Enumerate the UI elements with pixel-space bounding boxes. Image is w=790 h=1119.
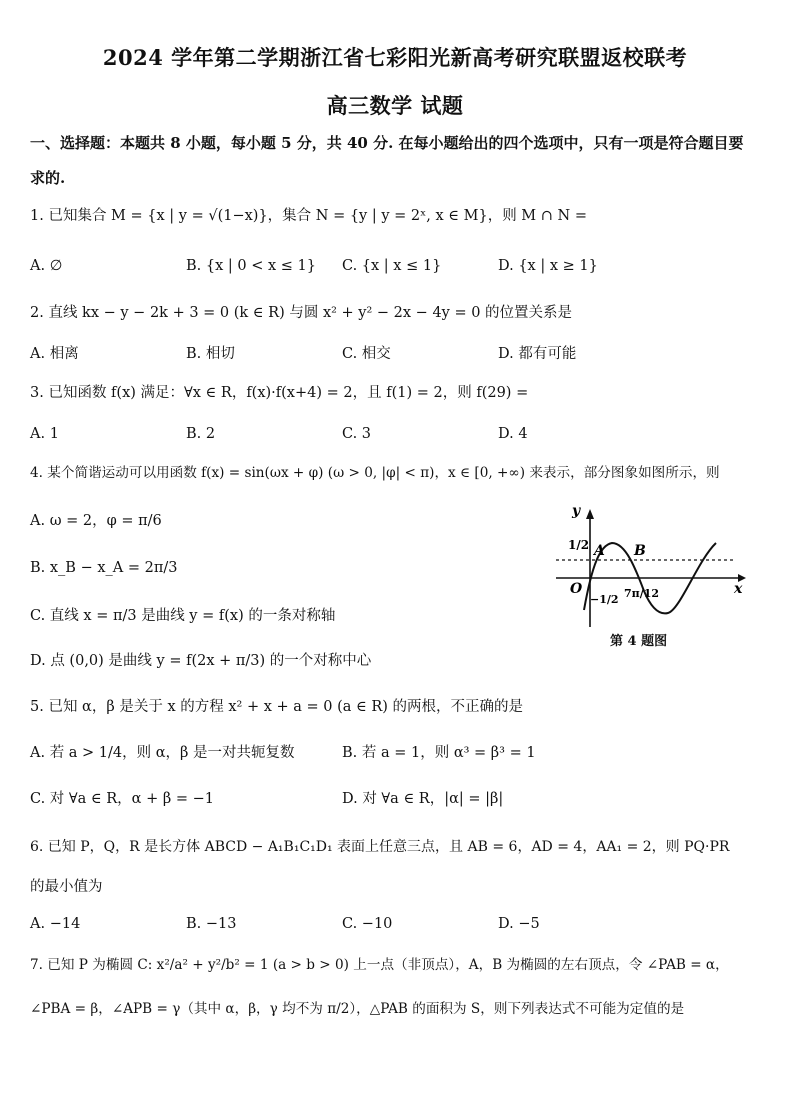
question-6-stem-line2: 的最小值为 bbox=[30, 879, 103, 895]
label-x: x bbox=[734, 581, 743, 597]
q6-option-c: C. −10 bbox=[342, 916, 393, 932]
question-5-stem: 5. 已知 α，β 是关于 x 的方程 x² + x + a = 0 (a ∈ R) 的两根，不正确的是 bbox=[30, 699, 524, 715]
label-origin: O bbox=[570, 581, 583, 597]
question-4-stem: 4. 某个简谐运动可以用函数 f(x) = sin(ωx + φ) (ω > 0, |φ| < π)，x ∈ [0, +∞) 来表示，部分图象如图所示，则 bbox=[30, 465, 720, 481]
label-point-a: A bbox=[594, 543, 605, 559]
q1-option-a: A. ∅ bbox=[30, 258, 63, 274]
q2-option-b: B. 相切 bbox=[186, 346, 235, 362]
q1-option-c: C. {x | x ≤ 1} bbox=[342, 258, 442, 274]
q5-option-c: C. 对 ∀a ∈ R，α + β = −1 bbox=[30, 791, 214, 807]
q1-option-d: D. {x | x ≥ 1} bbox=[498, 258, 598, 274]
q3-option-b: B. 2 bbox=[186, 426, 216, 442]
question-3-stem: 3. 已知函数 f(x) 满足：∀x ∈ R，f(x)·f(x+4) = 2，且 f(1) = 2，则 f(29) = bbox=[30, 385, 529, 401]
section-instructions-line2: 求的. bbox=[30, 169, 66, 187]
question-2-stem: 2. 直线 kx − y − 2k + 3 = 0 (k ∈ R) 与圆 x² + y² − 2x − 4y = 0 的位置关系是 bbox=[30, 305, 573, 321]
q4-option-a: A. ω = 2，φ = π/6 bbox=[30, 513, 162, 529]
q3-option-c: C. 3 bbox=[342, 426, 372, 442]
question-7-stem-line2: ∠PBA = β，∠APB = γ（其中 α，β，γ 均不为 π/2），△PAB 的面积为 S，则下列表达式不可能为定值的是 bbox=[30, 1001, 685, 1017]
q3-option-d: D. 4 bbox=[498, 426, 528, 442]
question-6-stem: 6. 已知 P，Q，R 是长方体 ABCD − A₁B₁C₁D₁ 表面上任意三点，且 AB = 6，AD = 4，AA₁ = 2，则 PQ·PR bbox=[30, 839, 730, 855]
q4-option-b: B. x_B − x_A = 2π/3 bbox=[30, 560, 178, 576]
question-7-stem: 7. 已知 P 为椭圆 C: x²/a² + y²/b² = 1 (a > b > 0) 上一点（非顶点），A，B 为椭圆的左右顶点，令 ∠PAB = α， bbox=[30, 957, 729, 973]
label-neg-half: −1/2 bbox=[590, 593, 619, 606]
q6-option-a: A. −14 bbox=[30, 916, 81, 932]
q1-option-b: B. {x | 0 < x ≤ 1} bbox=[186, 258, 316, 274]
q2-option-c: C. 相交 bbox=[342, 346, 391, 362]
q3-option-a: A. 1 bbox=[30, 426, 59, 442]
question-1-stem: 1. 已知集合 M = {x | y = √(1−x)}，集合 N = {y | y = 2ˣ, x ∈ M}，则 M ∩ N = bbox=[30, 208, 587, 224]
q2-option-d: D. 都有可能 bbox=[498, 346, 577, 362]
exam-subtitle: 高三数学 试题 bbox=[326, 93, 464, 118]
y-axis-arrow bbox=[586, 509, 594, 519]
q5-option-d: D. 对 ∀a ∈ R，|α| = |β| bbox=[342, 791, 504, 807]
sine-graph-figure bbox=[548, 505, 748, 630]
q4-option-c: C. 直线 x = π/3 是曲线 y = f(x) 的一条对称轴 bbox=[30, 608, 336, 624]
label-half: 1/2 bbox=[568, 538, 590, 552]
q4-option-d: D. 点 (0,0) 是曲线 y = f(2x + π/3) 的一个对称中心 bbox=[30, 653, 372, 669]
section-instructions-line1: 一、选择题：本题共 8 小题，每小题 5 分，共 40 分. 在每小题给出的四个选项中，只有一项是符合题目要 bbox=[30, 134, 744, 152]
label-point-b: B bbox=[634, 543, 646, 559]
exam-title: 2024 学年第二学期浙江省七彩阳光新高考研究联盟返校联考 bbox=[102, 45, 688, 70]
label-7pi-12: 7π/12 bbox=[624, 587, 660, 600]
figure-caption: 第 4 题图 bbox=[610, 634, 668, 649]
q6-option-d: D. −5 bbox=[498, 916, 540, 932]
q6-option-b: B. −13 bbox=[186, 916, 237, 932]
q5-option-b: B. 若 a = 1，则 α³ = β³ = 1 bbox=[342, 745, 536, 761]
q2-option-a: A. 相离 bbox=[30, 346, 79, 362]
label-y: y bbox=[572, 505, 581, 519]
q5-option-a: A. 若 a > 1/4，则 α，β 是一对共轭复数 bbox=[30, 745, 295, 761]
